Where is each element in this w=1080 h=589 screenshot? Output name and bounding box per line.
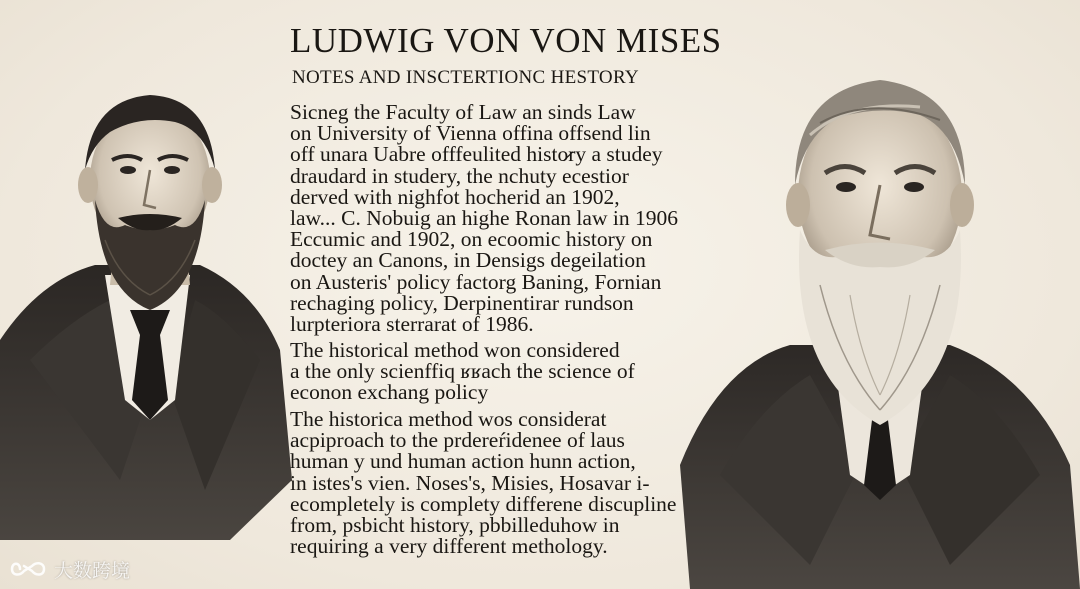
paragraph-2	[290, 340, 720, 404]
text-line: draudard in studery, the nchuty ecestior	[290, 163, 629, 188]
text-line: on Austeris' policy factorg Baning, Fornian	[290, 269, 662, 294]
text-line: law... C. Nobuig an highe Ronan law in 1906	[290, 205, 678, 230]
text-line: human y und human action hunn action,	[290, 449, 636, 474]
text-line: a the only scienffiq ʁʁach the science of	[290, 359, 635, 384]
text-line: Sicneg the Faculty of Law an sinds Law	[290, 100, 636, 124]
watermark-text: 大数跨境	[54, 559, 131, 582]
page-subtitle: NOTES AND INSCTERTIONC HESTORY	[292, 67, 639, 88]
text-line: ecompletely is complety differene discupline	[290, 491, 677, 516]
text-line: lurpteriora sterrarat of 1986.	[290, 311, 534, 336]
left-portrait	[0, 60, 292, 589]
text-line: Eccumic and 1902, on ecoomic history on	[290, 227, 653, 252]
right-portrait	[660, 45, 1080, 589]
text-line: econon exchang policy	[290, 380, 489, 405]
infinity-logo-icon	[10, 557, 48, 581]
text-line: derved with nighfot hocherid an 1902,	[290, 184, 620, 209]
text-line: off unara Uabre offfeulited histo̷ry a studey	[290, 142, 663, 167]
text-line: The historica method wos considerat	[290, 407, 607, 431]
text-line: rechaging policy, Derpinentirar rundson	[290, 290, 634, 315]
text-line: on University of Vienna offina offsend lin	[290, 121, 651, 146]
text-line: from, psbicht history, pbbilleduhow in	[290, 512, 620, 537]
paragraph-3	[290, 409, 720, 557]
page-title: LUDWIG VON VON MISES	[290, 21, 722, 60]
text-line: requiring a very different methology.	[290, 534, 608, 559]
watermark	[10, 555, 130, 583]
text-line: in istes's vien. Noses's, Misies, Hosavar i-	[290, 470, 650, 495]
text-line: acpiproach to the prdereŕidenee of laus	[290, 428, 625, 453]
text-line: doctey an Canons, in Densigs degeilation	[290, 248, 646, 273]
text-line: The historical method won considered	[290, 338, 620, 362]
paragraph-1	[290, 102, 720, 335]
